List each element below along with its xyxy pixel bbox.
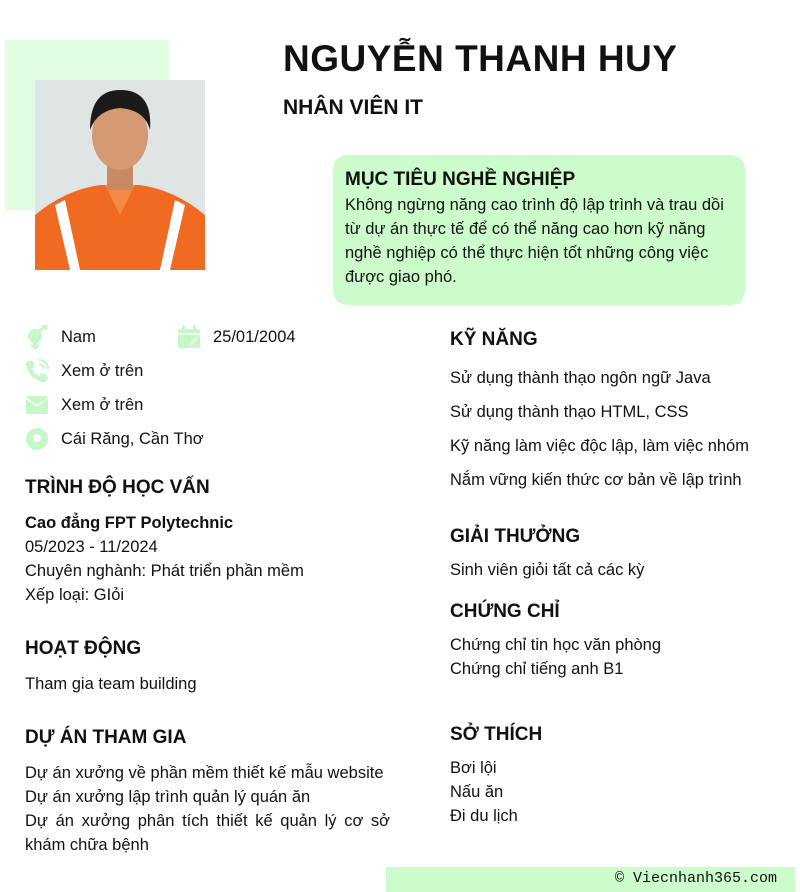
hobby-item: Đi du lịch xyxy=(450,807,518,825)
project-item: Dự án xưởng phân tích thiết kế quản lý cơ sở khám chữa bệnh xyxy=(25,812,390,854)
contact-birthday xyxy=(177,325,296,349)
location-icon xyxy=(25,427,49,451)
projects-title: DỰ ÁN THAM GIA xyxy=(25,727,187,748)
activities-title: HOẠT ĐỘNG xyxy=(25,638,142,659)
activity-item: Tham gia team building xyxy=(25,675,197,693)
education-grade: Xếp loại: GIỏi xyxy=(25,586,125,604)
email-icon xyxy=(25,393,49,417)
skill-item: Nắm vững kiến thức cơ bản về lập trình xyxy=(450,471,742,489)
profile-photo xyxy=(35,80,205,270)
education-period: 05/2023 - 11/2024 xyxy=(25,538,158,556)
hobbies-list xyxy=(450,756,518,828)
objective-title: MỤC TIÊU NGHỀ NGHIỆP xyxy=(345,169,576,190)
phone-icon xyxy=(25,359,49,383)
contact-email xyxy=(25,393,143,417)
objective-text: Không ngừng năng cao trình độ lập trình và trau dồi từ dự án thực tế để có thể năng cao hơn kỹ năng nghề nghiệp có thể thực hiện tốt những công việc được giao phó. xyxy=(345,196,724,286)
contact-gender xyxy=(25,325,96,349)
awards-title: GIẢI THƯỞNG xyxy=(450,526,581,547)
contact-address xyxy=(25,427,204,451)
footer-watermark xyxy=(386,867,795,892)
calendar-icon xyxy=(177,325,201,349)
career-objective-box xyxy=(333,155,745,305)
contact-phone xyxy=(25,359,143,383)
skills-list xyxy=(450,361,749,497)
skill-item: Sử dụng thành thạo HTML, CSS xyxy=(450,403,689,421)
award-item: Sinh viên giỏi tất cả các kỳ xyxy=(450,561,645,579)
certificate-item: Chứng chỉ tiếng anh B1 xyxy=(450,660,624,678)
project-item: Dự án xưởng về phần mềm thiết kế mẫu website xyxy=(25,764,384,782)
gender-icon xyxy=(25,325,49,349)
education-title: TRÌNH ĐỘ HỌC VẤN xyxy=(25,477,210,498)
candidate-role: NHÂN VIÊN IT xyxy=(283,96,424,119)
certificates-title: CHỨNG CHỈ xyxy=(450,601,560,622)
projects-list xyxy=(25,761,390,857)
address-value: Cái Răng, Cần Thơ xyxy=(61,429,204,448)
hobbies-title: SỞ THÍCH xyxy=(450,724,543,745)
education-details xyxy=(25,511,304,607)
education-major: Chuyên nghành: Phát triển phần mềm xyxy=(25,562,304,580)
birthday-value: 25/01/2004 xyxy=(213,327,296,346)
skill-item: Sử dụng thành thạo ngôn ngữ Java xyxy=(450,369,711,387)
skill-item: Kỹ năng làm việc độc lập, làm việc nhóm xyxy=(450,437,749,455)
footer-text: © Viecnhanh365.com xyxy=(614,870,777,887)
skills-title: KỸ NĂNG xyxy=(450,329,538,350)
project-item: Dự án xưởng lập trình quản lý quán ăn xyxy=(25,788,311,806)
certificate-item: Chứng chỉ tin học văn phòng xyxy=(450,636,662,654)
email-value: Xem ở trên xyxy=(61,395,144,414)
hobby-item: Bơi lội xyxy=(450,759,497,777)
certificates-list xyxy=(450,633,661,681)
hobby-item: Nấu ăn xyxy=(450,783,504,801)
education-school: Cao đẳng FPT Polytechnic xyxy=(25,514,234,532)
phone-value: Xem ở trên xyxy=(61,361,144,380)
candidate-name: NGUYỄN THANH HUY xyxy=(283,38,678,79)
gender-value: Nam xyxy=(61,327,96,346)
